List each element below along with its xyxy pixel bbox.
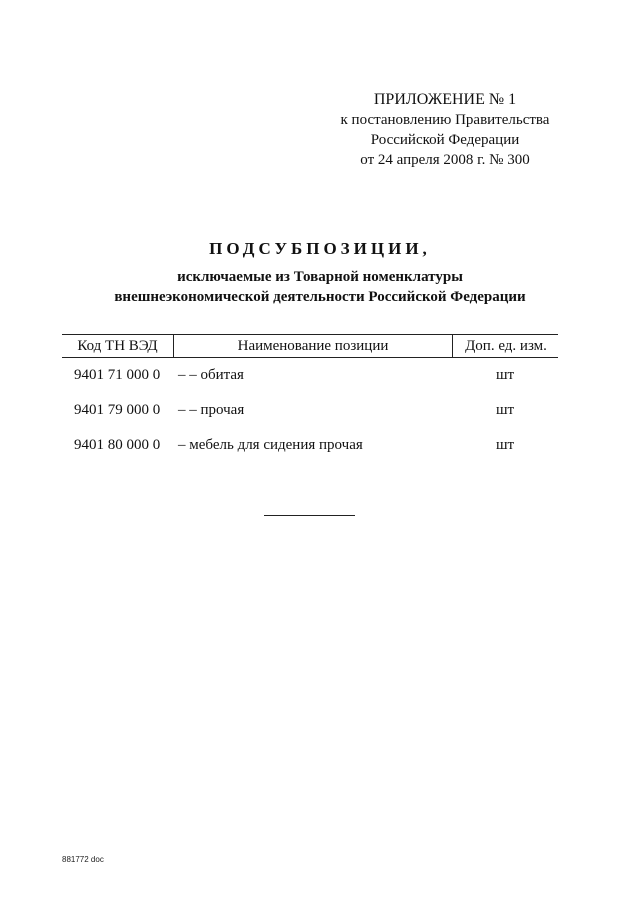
row-unit: шт [495,367,515,383]
annex-line-3: от 24 апреля 2008 г. № 300 [360,152,530,168]
row-code: 9401 71 000 0 [74,367,161,383]
table-header [62,334,558,358]
column-header-code: Код ТН ВЭД [62,335,174,357]
heading-subtitle-2: внешнеэкономической деятельности Российской Федерации [114,289,526,305]
heading-title: ПОДСУБПОЗИЦИИ, [209,239,431,258]
row-code: 9401 80 000 0 [74,437,161,453]
row-name: – – обитая [178,367,244,383]
row-name: – – прочая [178,402,245,418]
row-unit: шт [495,402,515,418]
row-name: – мебель для сидения прочая [178,437,363,453]
end-divider [264,515,355,516]
annex-title: ПРИЛОЖЕНИЕ № 1 [373,91,517,108]
column-header-name: Наименование позиции [237,338,389,354]
table-row [62,393,558,428]
subpositions-table [62,334,558,463]
row-unit: шт [495,437,515,453]
table-row [62,428,558,463]
table-row [62,358,558,393]
annex-line-2: Российской Федерации [370,132,520,148]
annex-line-1: к постановлению Правительства [340,112,550,128]
annex-block [330,90,560,170]
document-id: 881772 doc [62,855,104,864]
row-code: 9401 79 000 0 [74,402,161,418]
heading-subtitle-1: исключаемые из Товарной номенклатуры [177,269,463,285]
document-heading [0,238,640,307]
column-header-unit: Доп. ед. изм. [452,335,559,357]
